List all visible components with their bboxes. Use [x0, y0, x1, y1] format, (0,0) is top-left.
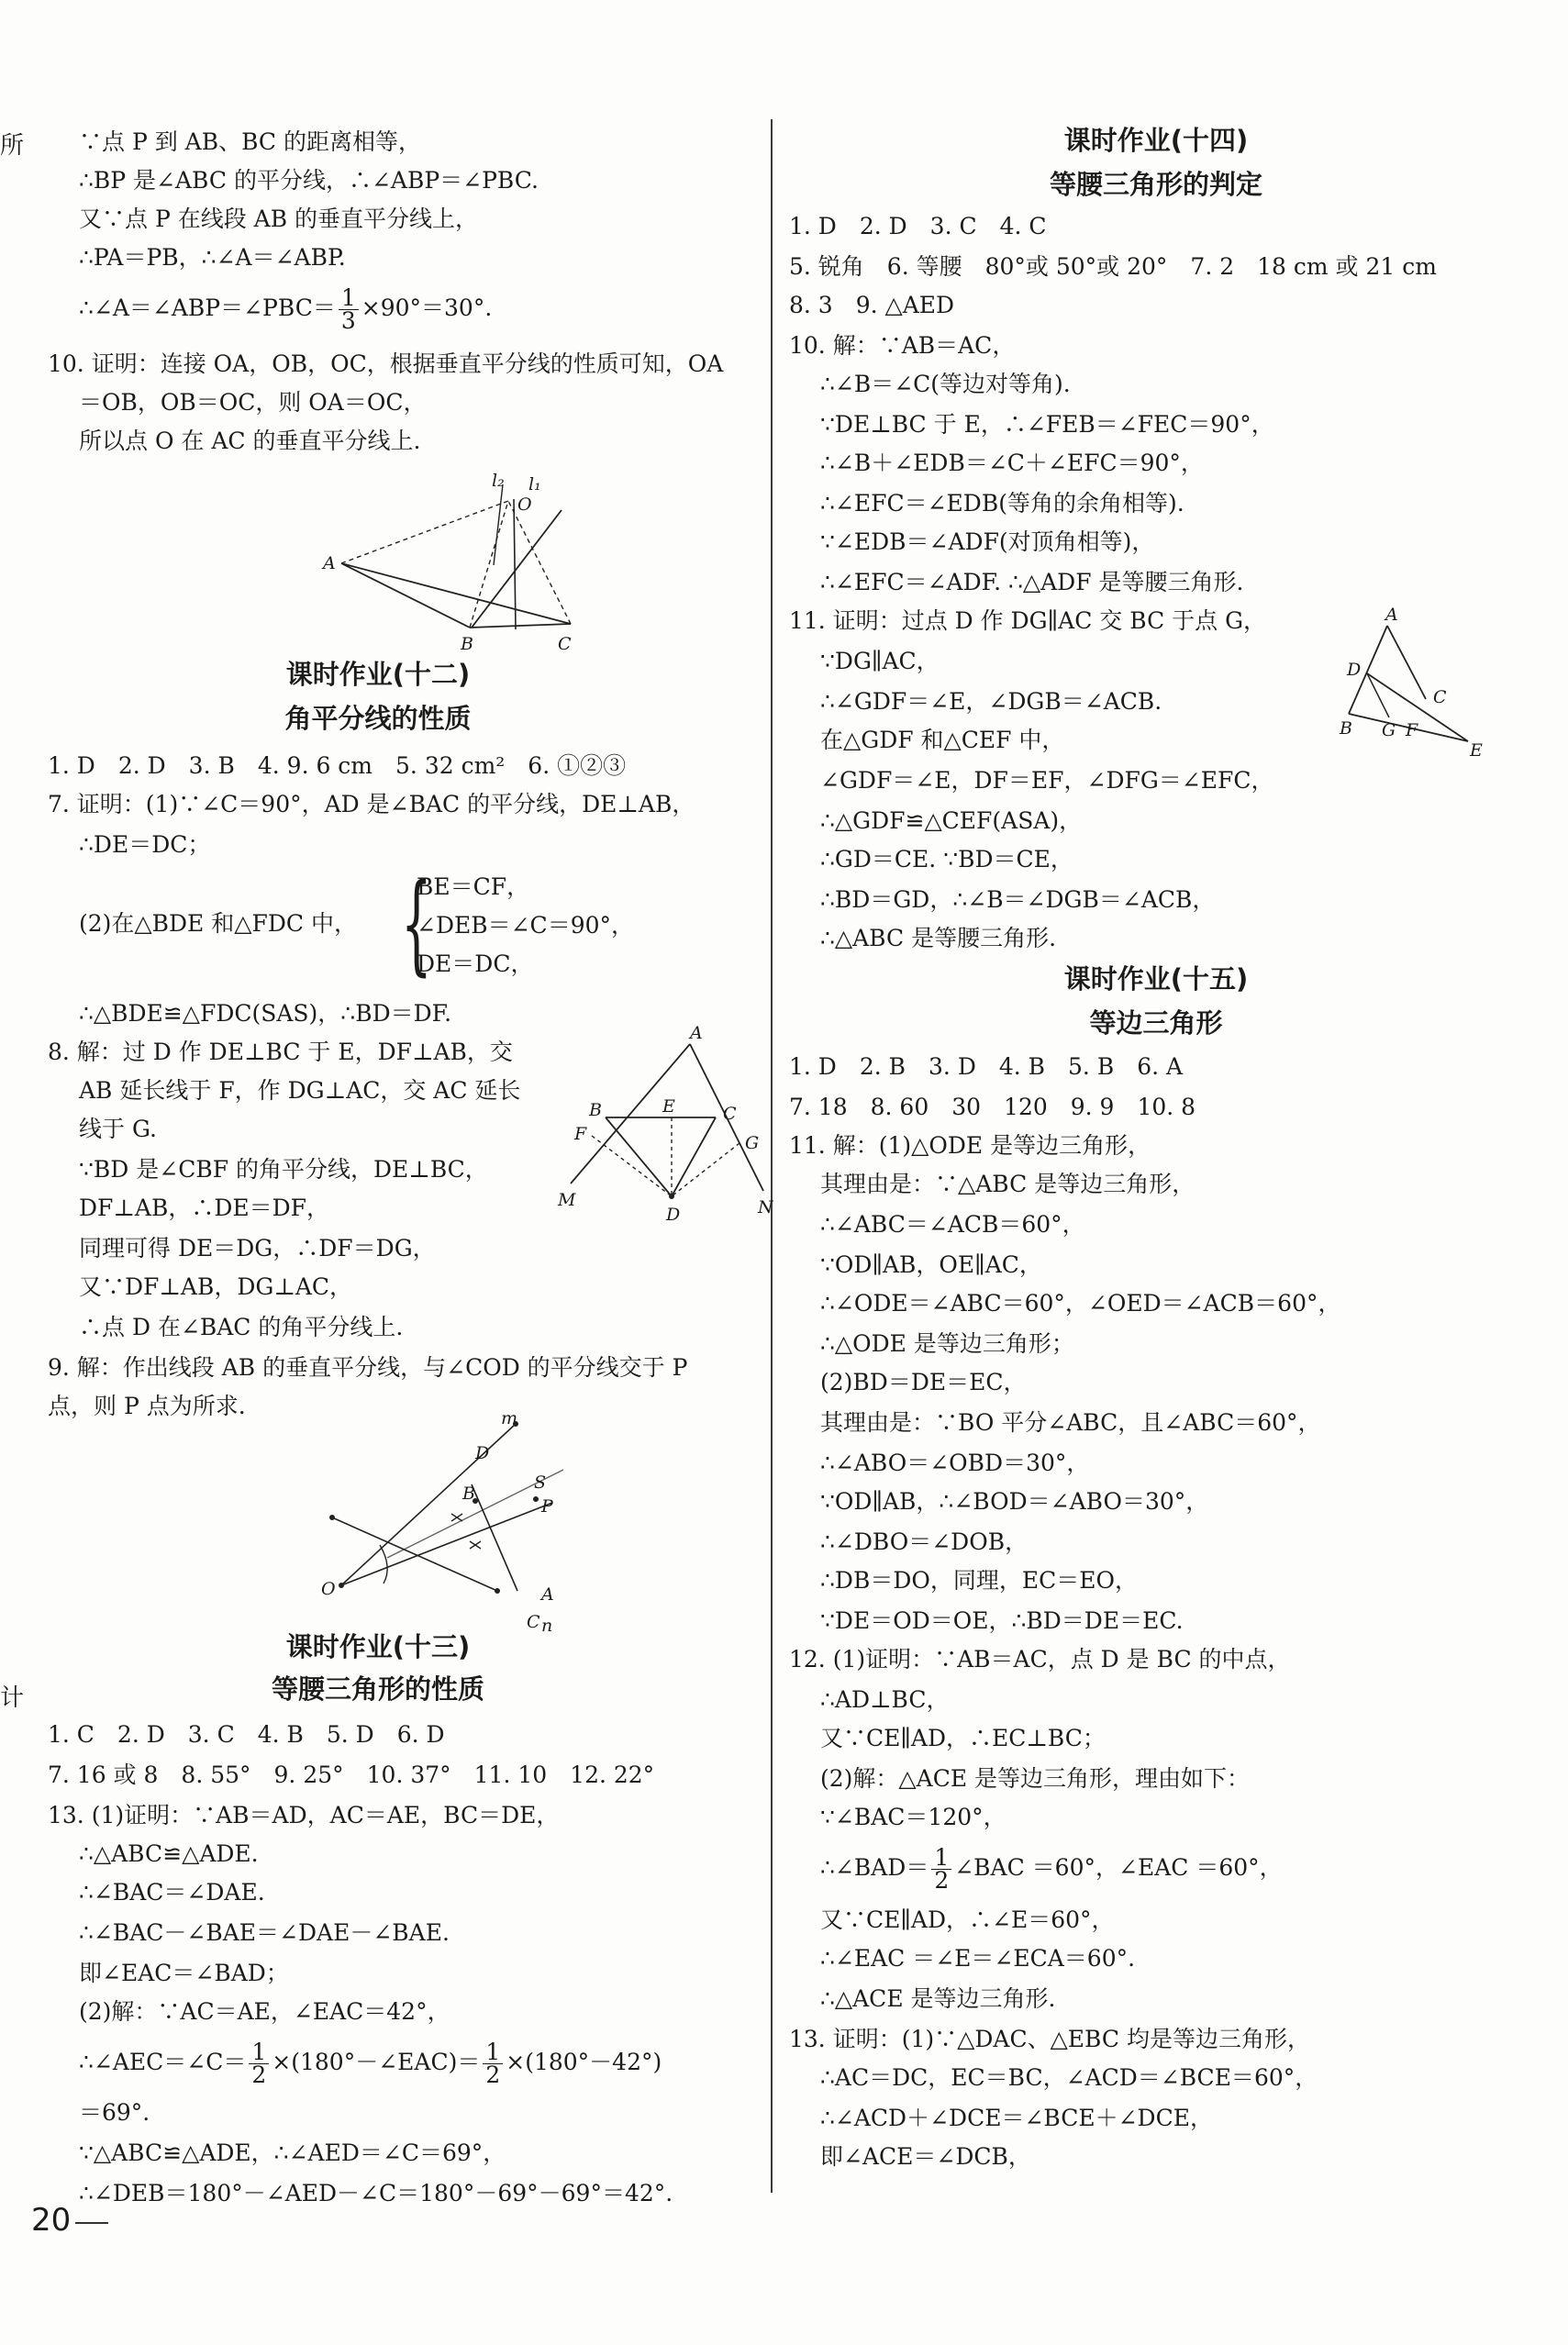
text-line: ∴AC＝DC，EC＝BC，∠ACD＝∠BCE＝60°， — [820, 2064, 1318, 2091]
label-G: G — [745, 1133, 760, 1153]
label-C: C — [723, 1104, 737, 1124]
label-B: B — [1340, 718, 1352, 739]
label-O: O — [517, 495, 532, 515]
text-line: ∴△ACE 是等边三角形. — [820, 1985, 1056, 2012]
edge-char-top: 所 — [0, 132, 25, 160]
text-line: ∴BD＝GD，∴∠B＝∠DGB＝∠ACB， — [820, 886, 1216, 913]
text-line: 7. 证明：(1)∵∠C＝90°，AD 是∠BAC 的平分线，DE⊥AB， — [48, 791, 695, 817]
section-14-title: 课时作业(十四) — [1063, 125, 1249, 156]
text-line: ∴∠DEB＝180°－∠AED－∠C＝180°－69°－69°＝42°. — [79, 2180, 673, 2206]
fraction-line — [820, 1842, 1283, 1894]
text-part: ×(180°－42°) — [506, 2049, 662, 2075]
answers-line: 1. D 2. B 3. D 4. B 5. B 6. A — [789, 1053, 1184, 1080]
page-number: 20 — [31, 2202, 72, 2239]
figure-q10 — [314, 473, 589, 657]
text-line: (2)BD＝DE＝EC， — [820, 1369, 1027, 1395]
label-l2: l₂ — [492, 471, 505, 491]
answers-line: 7. 16 或 8 8. 55° 9. 25° 10. 37° 11. 10 12. 22° — [48, 1762, 655, 1788]
text-line: ∴∠BAC＝∠DAE. — [79, 1879, 265, 1906]
label-A: A — [690, 1023, 703, 1043]
text-line: ＝OB，OB＝OC，则 OA＝OC， — [79, 389, 427, 416]
text-line: ∵OD∥AB，OE∥AC， — [820, 1251, 1042, 1278]
text-line: ∵△ABC≌△ADE，∴∠AED＝∠C＝69°， — [79, 2139, 506, 2166]
text-line: ∴∠ODE＝∠ABC＝60°，∠OED＝∠ACB＝60°， — [820, 1290, 1341, 1317]
text-line: ∵∠EDB＝∠ADF(对顶角相等)， — [820, 528, 1155, 555]
text-line: ∴∠GDF＝∠E，∠DGB＝∠ACB. — [820, 688, 1162, 715]
text-line: 又∵点 P 在线段 AB 的垂直平分线上， — [79, 206, 479, 232]
fraction-denominator: 2 — [251, 2062, 267, 2088]
label-A: A — [1385, 605, 1398, 625]
text-line: 所以点 O 在 AC 的垂直平分线上. — [79, 428, 421, 454]
text-line: 9. 解：作出线段 AB 的垂直平分线，与∠COD 的平分线交于 P — [48, 1354, 688, 1381]
answers-line: 7. 18 8. 60 30 120 9. 9 10. 8 — [789, 1094, 1196, 1120]
fraction — [931, 1844, 951, 1894]
text-line: 8. 解：过 D 作 DE⊥BC 于 E，DF⊥AB，交 — [48, 1039, 513, 1065]
text-line: ∴△BDE≌△FDC(SAS)，∴BD＝DF. — [79, 1000, 452, 1027]
label-B: B — [461, 634, 473, 654]
text-part: ∴∠BAD＝ — [820, 1854, 929, 1881]
text-line: 又∵CE∥AD，∴∠E＝60°， — [820, 1906, 1115, 1933]
text-line: ∴∠EFC＝∠ADF. ∴△ADF 是等腰三角形. — [820, 569, 1244, 595]
figure-q8 — [552, 1023, 773, 1228]
text-line: ∴GD＝CE. ∵BD＝CE， — [820, 846, 1073, 872]
label-S: S — [534, 1473, 547, 1493]
label-A: A — [541, 1584, 554, 1605]
fraction-denominator: 2 — [485, 2062, 501, 2088]
section-12-title: 课时作业(十二) — [285, 659, 471, 690]
text-line: ∴PA＝PB，∴∠A＝∠ABP. — [79, 244, 346, 271]
text-line: ∴△ODE 是等边三角形； — [820, 1330, 1074, 1357]
section-13-subtitle: 等腰三角形的性质 — [271, 1673, 484, 1705]
text-part: ∴∠A＝∠ABP＝∠PBC＝ — [79, 295, 336, 321]
fraction — [249, 2041, 269, 2086]
text-line: 11. 解：(1)△ODE 是等边三角形， — [789, 1132, 1151, 1159]
brace-line: ∠DEB＝∠C＝90°， — [417, 912, 634, 939]
text-line: 即∠ACE＝∠DCB， — [820, 2143, 1031, 2170]
edge-char-bottom: 计 — [0, 1684, 25, 1712]
text-line: 13. (1)证明：∵AB＝AD，AC＝AE，BC＝DE， — [48, 1802, 560, 1828]
text-line: ∴∠ABC＝∠ACB＝60°， — [820, 1211, 1085, 1238]
fraction-numerator: 1 — [339, 287, 359, 310]
text-line: 13. 证明：(1)∵△DAC、△EBC 均是等边三角形， — [789, 2026, 1310, 2052]
section-14-subtitle: 等腰三角形的判定 — [1049, 169, 1262, 200]
text-line: ∴∠ABO＝∠OBD＝30°， — [820, 1450, 1090, 1476]
text-line: ∵DE＝OD＝OE，∴BD＝DE＝EC. — [820, 1607, 1184, 1634]
brace: { — [401, 860, 432, 986]
text-line: ∴点 D 在∠BAC 的角平分线上. — [79, 1314, 404, 1340]
text-line: ∴∠EFC＝∠EDB(等角的余角相等). — [820, 490, 1184, 517]
fraction-numerator: 1 — [483, 2041, 503, 2064]
label-l1: l₁ — [528, 474, 541, 495]
answers-line: 1. D 2. D 3. C 4. C — [789, 213, 1047, 239]
brace-line: DE＝DC， — [417, 950, 534, 977]
label-A: A — [323, 553, 336, 573]
text-line: ∴△ABC≌△ADE. — [79, 1840, 259, 1867]
label-E: E — [1470, 740, 1483, 761]
text-line: 11. 证明：过点 D 作 DG∥AC 交 BC 于点 G， — [789, 607, 1267, 634]
text-line: ∴∠DBO＝∠DOB， — [820, 1528, 1029, 1555]
label-E: E — [662, 1096, 675, 1117]
figure-q9 — [314, 1408, 589, 1636]
text-part: ∠BAC ＝60°，∠EAC ＝60°， — [954, 1854, 1283, 1881]
text-line: ∵OD∥AB，∴∠BOD＝∠ABO＝30°， — [820, 1488, 1209, 1515]
answers-line: 1. C 2. D 3. C 4. B 5. D 6. D — [48, 1721, 445, 1748]
label-F: F — [574, 1124, 587, 1144]
label-F: F — [1406, 720, 1418, 740]
page-number-dash — [75, 2222, 108, 2224]
text-line: ∵DG∥AC， — [820, 648, 940, 674]
answers-line: 5. 锐角 6. 等腰 80°或 50°或 20° 7. 2 18 cm 或 21 cm — [789, 253, 1437, 280]
text-part: ×90°＝30°. — [361, 295, 493, 321]
text-line: 在△GDF 和△CEF 中， — [820, 727, 1065, 753]
fraction-numerator: 1 — [931, 1847, 951, 1870]
text-line: ∴AD⊥BC， — [820, 1686, 950, 1713]
text-line: (2)解：△ACE 是等边三角形，理由如下： — [820, 1765, 1251, 1792]
case-system — [48, 860, 745, 987]
text-line: 线于 G. — [79, 1116, 157, 1142]
text-line: ∴DE＝DC； — [79, 831, 211, 858]
fraction-denominator: 2 — [934, 1867, 950, 1894]
brace-line: BE＝CF， — [417, 873, 530, 900]
text-line: ∴DB＝DO，同理，EC＝EO， — [820, 1567, 1138, 1594]
text-line: (2)在△BDE 和△FDC 中， — [79, 910, 357, 937]
label-m: m — [501, 1408, 518, 1428]
text-line: ∴△GDF≌△CEF(ASA)， — [820, 807, 1083, 834]
text-line: 点，则 P 点为所求. — [48, 1393, 246, 1419]
text-part: ∴∠AEC＝∠C＝ — [79, 2049, 247, 2075]
text-line: ∴∠BAC－∠BAE＝∠DAE－∠BAE. — [79, 1919, 450, 1946]
text-line: ∵点 P 到 AB、BC 的距离相等， — [79, 128, 421, 155]
text-line: ∵BD 是∠CBF 的角平分线，DE⊥BC， — [79, 1156, 488, 1183]
label-B: B — [462, 1484, 475, 1504]
answers-line: 1. D 2. D 3. B 4. 9. 6 cm 5. 32 cm² 6. ①②③ — [48, 752, 627, 779]
label-D: D — [475, 1443, 490, 1463]
text-part: ×(180°－∠EAC)＝ — [272, 2049, 481, 2075]
text-line: 10. 解：∵AB＝AC， — [789, 332, 1016, 359]
text-line: 又∵DF⊥AB，DG⊥AC， — [79, 1273, 353, 1300]
text-line: ∵∠BAC＝120°， — [820, 1804, 1006, 1830]
text-line: ∴∠EAC ＝∠E＝∠ECA＝60°. — [820, 1945, 1136, 1972]
text-line: ∴△ABC 是等腰三角形. — [820, 925, 1057, 951]
label-N: N — [758, 1197, 773, 1217]
answers-line: 8. 3 9. △AED — [789, 292, 955, 318]
text-line: 10. 证明：连接 OA，OB，OC，根据垂直平分线的性质可知，OA — [48, 350, 724, 377]
text-line: (2)解：∵AC＝AE，∠EAC＝42°， — [79, 1998, 450, 2025]
text-line: ∠GDF＝∠E，DF＝EF，∠DFG＝∠EFC， — [820, 767, 1274, 794]
text-line: 其理由是：∵△ABC 是等边三角形， — [820, 1171, 1195, 1197]
label-G: G — [1382, 720, 1396, 740]
fraction-denominator: 3 — [340, 307, 356, 334]
text-line: ∴∠B＋∠EDB＝∠C＋∠EFC＝90°， — [820, 450, 1204, 476]
section-13-title: 课时作业(十三) — [285, 1631, 471, 1662]
fraction-line — [79, 283, 492, 334]
text-line: AB 延长线于 F，作 DG⊥AC，交 AC 延长 — [79, 1077, 521, 1104]
text-line: ∵DE⊥BC 于 E，∴∠FEB＝∠FEC＝90°， — [820, 411, 1274, 438]
section-12-subtitle: 角平分线的性质 — [284, 703, 472, 734]
fraction — [339, 284, 359, 334]
text-line: 即∠EAC＝∠BAD； — [79, 1960, 289, 1986]
label-n: n — [541, 1616, 553, 1636]
text-line: ∴BP 是∠ABC 的平分线，∴∠ABP＝∠PBC. — [79, 167, 539, 194]
label-C: C — [558, 634, 572, 654]
figure-q11 — [1330, 604, 1486, 760]
label-O: O — [321, 1579, 336, 1599]
fraction-numerator: 1 — [249, 2041, 269, 2064]
text-line: ∴∠B＝∠C(等边对等角). — [820, 371, 1071, 397]
label-D: D — [666, 1205, 681, 1225]
label-D: D — [1347, 660, 1362, 680]
text-line: 又∵CE∥AD，∴EC⊥BC； — [820, 1725, 1106, 1751]
text-line: 同理可得 DE＝DG，∴DF＝DG， — [79, 1235, 436, 1261]
fraction — [483, 2041, 503, 2086]
text-line: DF⊥AB，∴DE＝DF， — [79, 1195, 330, 1221]
text-line: ＝69°. — [79, 2099, 150, 2126]
text-line: 其理由是：∵BO 平分∠ABC，且∠ABC＝60°， — [820, 1409, 1321, 1436]
section-15-subtitle: 等边三角形 — [1089, 1007, 1223, 1039]
text-line: 12. (1)证明：∵AB＝AC，点 D 是 BC 的中点， — [789, 1646, 1291, 1673]
label-C: C — [527, 1612, 540, 1632]
fraction-line — [79, 2037, 662, 2088]
label-B: B — [589, 1100, 602, 1120]
text-line: ∴∠ACD＋∠DCE＝∠BCE＋∠DCE， — [820, 2105, 1213, 2131]
section-15-title: 课时作业(十五) — [1063, 963, 1249, 995]
label-M: M — [558, 1190, 576, 1210]
label-C: C — [1433, 687, 1447, 707]
label-P: P — [541, 1496, 553, 1517]
